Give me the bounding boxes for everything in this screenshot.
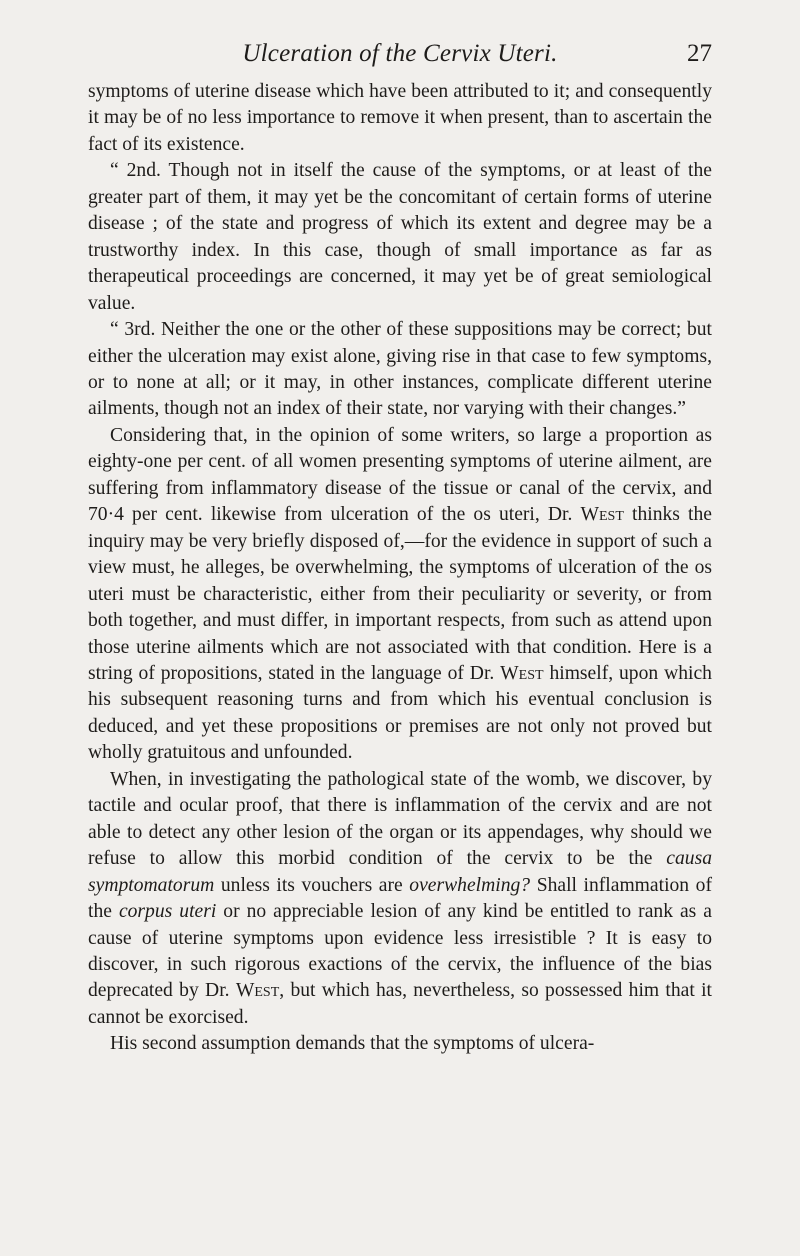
paragraph-4-text-c: himself, upon which his subsequent reasoning turns and from which his eventual conclusion is deduced, and yet these propositions or premises are not only not proved but wholly gratuitous and unfounded. bbox=[88, 662, 712, 764]
italic-overwhelming: overwhelming? bbox=[409, 874, 531, 896]
paragraph-3: “ 3rd. Neither the one or the other of these suppositions may be correct; but either the ulceration may exist alone, giving rise in that case to few symptoms, or to none at all; or it may, in other instances, complicate different uterine ailments, though not an index of their state, nor varying with their changes.” bbox=[88, 319, 712, 420]
body-text bbox=[88, 79, 712, 1058]
paragraph-4 bbox=[88, 423, 712, 767]
paragraph-5-text-d: or no appreciable lesion of any kind be entitled to rank as a cause of uterine symptoms upon evidence less irresistible ? It is easy to discover, in such rigorous exactions of the cervix, the influence of the bias deprecated by Dr. bbox=[88, 901, 712, 1002]
paragraph-5-text-c: Shall inflammation of the bbox=[88, 874, 712, 923]
paragraph-6: His second assumption demands that the symptoms of ulcera- bbox=[110, 1033, 595, 1055]
paragraph-5 bbox=[88, 767, 712, 1032]
author-name-west: West bbox=[580, 504, 624, 526]
author-name-west: West bbox=[500, 662, 544, 684]
paragraph-1: symptoms of uterine disease which have been attributed to it; and consequently it may be of no less importance to remove it when present, than to ascertain the fact of its existence. bbox=[88, 81, 712, 155]
paragraph-5-text-b: unless its vouchers are bbox=[220, 874, 403, 896]
paragraph-2: “ 2nd. Though not in itself the cause of the symptoms, or at least of the greater part of them, it may yet be the concomitant of certain forms of uterine disease ; of the state and progress of which its extent and degree may be a trustworthy index. In this case, though of small importance as far as therapeutical proceedings are concerned, it may yet be of great semiological value. bbox=[88, 160, 712, 314]
paragraph-5-text-a: When, in investigating the pathological state of the womb, we discover, by tactile and ocular proof, that there is inflammation of the cervix and are not able to detect any other lesion of the organ or its appendages, why should we refuse to allow this morbid condition of the cervix to be the bbox=[88, 768, 712, 870]
running-title: Ulceration of the Cervix Uteri. bbox=[242, 40, 558, 67]
paragraph-4-text-a: Considering that, in the opinion of some writers, so large a proportion as eighty-one per cent. of all women presenting symptoms of uterine ailment, are suffering from inflammatory disease of the tissue or canal of the cervix, and 70·4 per cent. likewise from ulceration of the os uteri, Dr. bbox=[88, 424, 712, 526]
paragraph-5-text-e: , but which has, nevertheless, so possessed him that it cannot be exorcised. bbox=[88, 980, 713, 1028]
page-number: 27 bbox=[687, 40, 712, 67]
author-name-west: West bbox=[235, 980, 280, 1002]
running-head bbox=[88, 40, 712, 74]
latin-term-corpus: corpus uteri bbox=[118, 901, 217, 923]
paragraph-4-text-b: thinks the inquiry may be very briefly disposed of,—for the evidence in support of such a view must, he alleges, be overwhelming, the symptoms of ulceration of the os uteri must be characteristic, either from their peculiarity or severity, or from both together, and must differ, in important respects, from such as attend upon those uterine ailments which are not associated with that condition. Here is a string of propositions, stated in the language of Dr. bbox=[88, 504, 712, 684]
latin-term-causa: causa symptomatorum bbox=[88, 848, 713, 896]
